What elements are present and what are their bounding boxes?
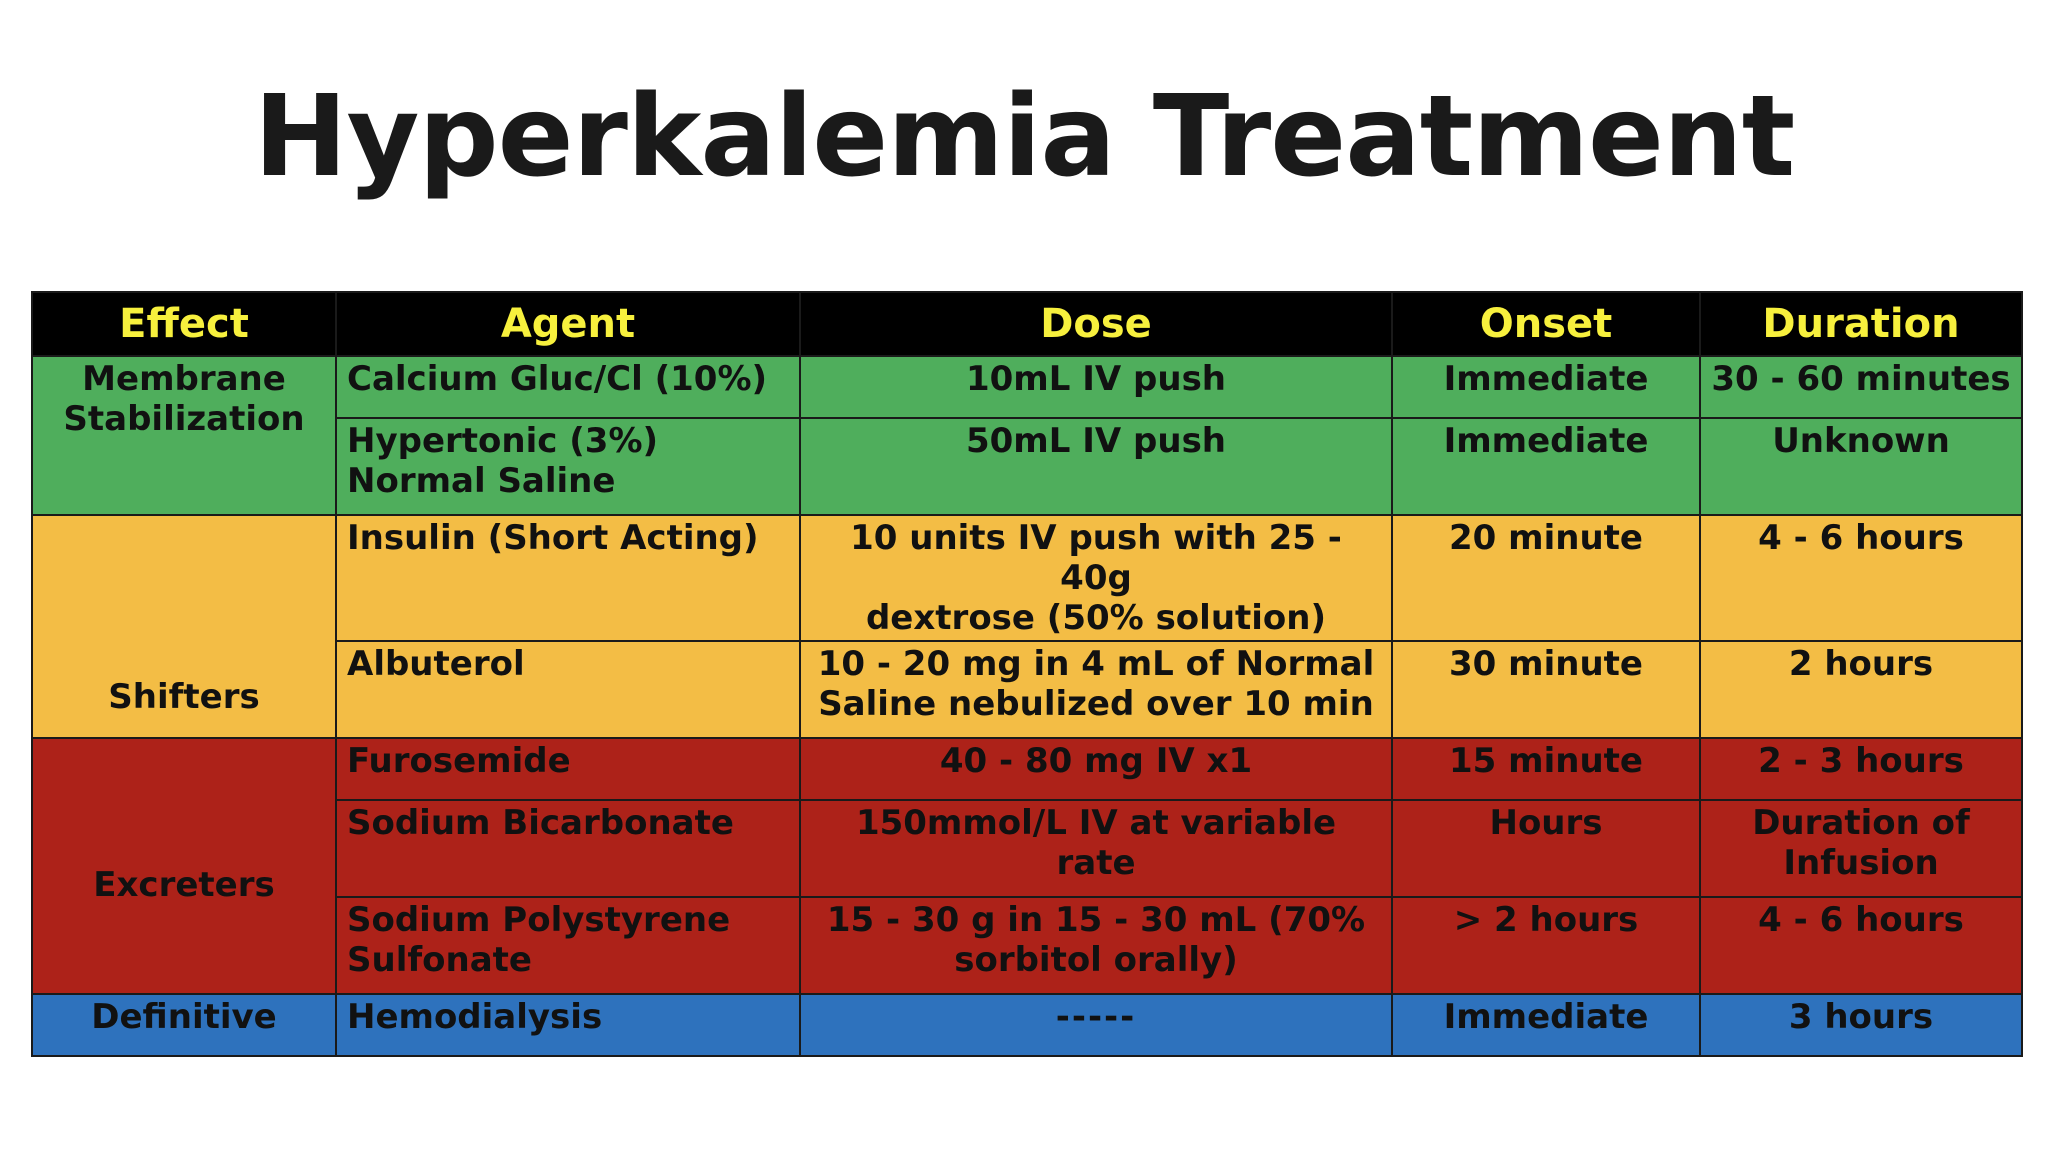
agent-text: Furosemide bbox=[347, 741, 571, 781]
agent-cell bbox=[336, 800, 800, 897]
header-dose: Dose bbox=[800, 292, 1392, 356]
dose-text: sorbitol orally) bbox=[954, 940, 1238, 980]
header-row bbox=[32, 292, 2022, 356]
effect-label: Stabilization bbox=[63, 399, 305, 439]
dose-cell bbox=[800, 800, 1392, 897]
duration-cell bbox=[1700, 994, 2022, 1056]
dose-text: 15 - 30 g in 15 - 30 mL (70% bbox=[826, 900, 1366, 940]
effect-label: Excreters bbox=[93, 865, 275, 905]
dose-text: Saline nebulized over 10 min bbox=[818, 684, 1374, 724]
agent-text: Albuterol bbox=[347, 644, 525, 684]
effect-label: Membrane bbox=[82, 359, 286, 399]
onset-cell: 20 minute bbox=[1392, 515, 1700, 641]
agent-text: Hemodialysis bbox=[347, 997, 603, 1037]
effect-label: Shifters bbox=[108, 677, 260, 717]
agent-cell bbox=[336, 738, 800, 800]
duration-text: 3 hours bbox=[1788, 997, 1934, 1037]
agent-cell bbox=[336, 641, 800, 738]
duration-text: 2 - 3 hours bbox=[1758, 741, 1964, 781]
effect-definitive bbox=[32, 994, 336, 1056]
header-agent: Agent bbox=[336, 292, 800, 356]
duration-text: Infusion bbox=[1783, 843, 1939, 883]
duration-cell bbox=[1700, 800, 2022, 897]
header-duration: Duration bbox=[1700, 292, 2022, 356]
treatment-table bbox=[31, 291, 2023, 1057]
dose-cell bbox=[800, 515, 1392, 641]
duration-text: 30 - 60 minutes bbox=[1711, 359, 2011, 399]
dose-cell bbox=[800, 738, 1392, 800]
agent-text: Sodium Polystyrene bbox=[347, 900, 731, 940]
dose-text: ----- bbox=[1055, 997, 1137, 1037]
onset-cell: 15 minute bbox=[1392, 738, 1700, 800]
effect-label: Definitive bbox=[91, 997, 277, 1037]
dose-text: 40 - 80 mg IV x1 bbox=[939, 741, 1253, 781]
agent-text: Sulfonate bbox=[347, 940, 532, 980]
duration-cell bbox=[1700, 641, 2022, 738]
dose-cell bbox=[800, 994, 1392, 1056]
duration-cell bbox=[1700, 738, 2022, 800]
duration-text: Unknown bbox=[1772, 421, 1950, 461]
onset-cell: Immediate bbox=[1392, 356, 1700, 418]
header-effect: Effect bbox=[32, 292, 336, 356]
onset-cell: > 2 hours bbox=[1392, 897, 1700, 994]
agent-text: Hypertonic (3%) bbox=[347, 421, 659, 461]
dose-cell bbox=[800, 418, 1392, 515]
dose-text: 10 - 20 mg in 4 mL of Normal bbox=[817, 644, 1375, 684]
dose-text: rate bbox=[1056, 843, 1136, 883]
agent-cell bbox=[336, 515, 800, 641]
onset-cell: 30 minute bbox=[1392, 641, 1700, 738]
agent-cell bbox=[336, 994, 800, 1056]
dose-cell bbox=[800, 897, 1392, 994]
duration-text: 4 - 6 hours bbox=[1758, 518, 1964, 558]
duration-cell bbox=[1700, 418, 2022, 515]
agent-text: Normal Saline bbox=[347, 461, 616, 501]
dose-text: 10 units IV push with 25 - 40g bbox=[850, 518, 1342, 598]
dose-text: 10mL IV push bbox=[965, 359, 1227, 399]
agent-text: Insulin (Short Acting) bbox=[347, 518, 759, 558]
effect-membrane-stabilization bbox=[32, 356, 336, 515]
agent-cell bbox=[336, 418, 800, 515]
duration-cell bbox=[1700, 897, 2022, 994]
table-row bbox=[32, 994, 2022, 1056]
agent-cell bbox=[336, 356, 800, 418]
onset-cell: Hours bbox=[1392, 800, 1700, 897]
duration-cell bbox=[1700, 356, 2022, 418]
dose-cell bbox=[800, 641, 1392, 738]
agent-text: Sodium Bicarbonate bbox=[347, 803, 734, 843]
agent-cell bbox=[336, 897, 800, 994]
duration-text: 2 hours bbox=[1788, 644, 1934, 684]
duration-text: Duration of bbox=[1752, 803, 1970, 843]
effect-excreters bbox=[32, 738, 336, 994]
effect-shifters bbox=[32, 515, 336, 738]
page-title: Hyperkalemia Treatment bbox=[253, 72, 1795, 202]
onset-cell: Immediate bbox=[1392, 418, 1700, 515]
duration-text: 4 - 6 hours bbox=[1758, 900, 1964, 940]
onset-cell: Immediate bbox=[1392, 994, 1700, 1056]
dose-text: 150mmol/L IV at variable bbox=[855, 803, 1337, 843]
dose-cell bbox=[800, 356, 1392, 418]
table-row bbox=[32, 515, 2022, 641]
table-row bbox=[32, 738, 2022, 800]
dose-text: 50mL IV push bbox=[965, 421, 1227, 461]
dose-text: dextrose (50% solution) bbox=[865, 598, 1327, 638]
duration-cell bbox=[1700, 515, 2022, 641]
header-onset: Onset bbox=[1392, 292, 1700, 356]
agent-text: Calcium Gluc/Cl (10%) bbox=[347, 359, 768, 399]
table-row bbox=[32, 356, 2022, 418]
